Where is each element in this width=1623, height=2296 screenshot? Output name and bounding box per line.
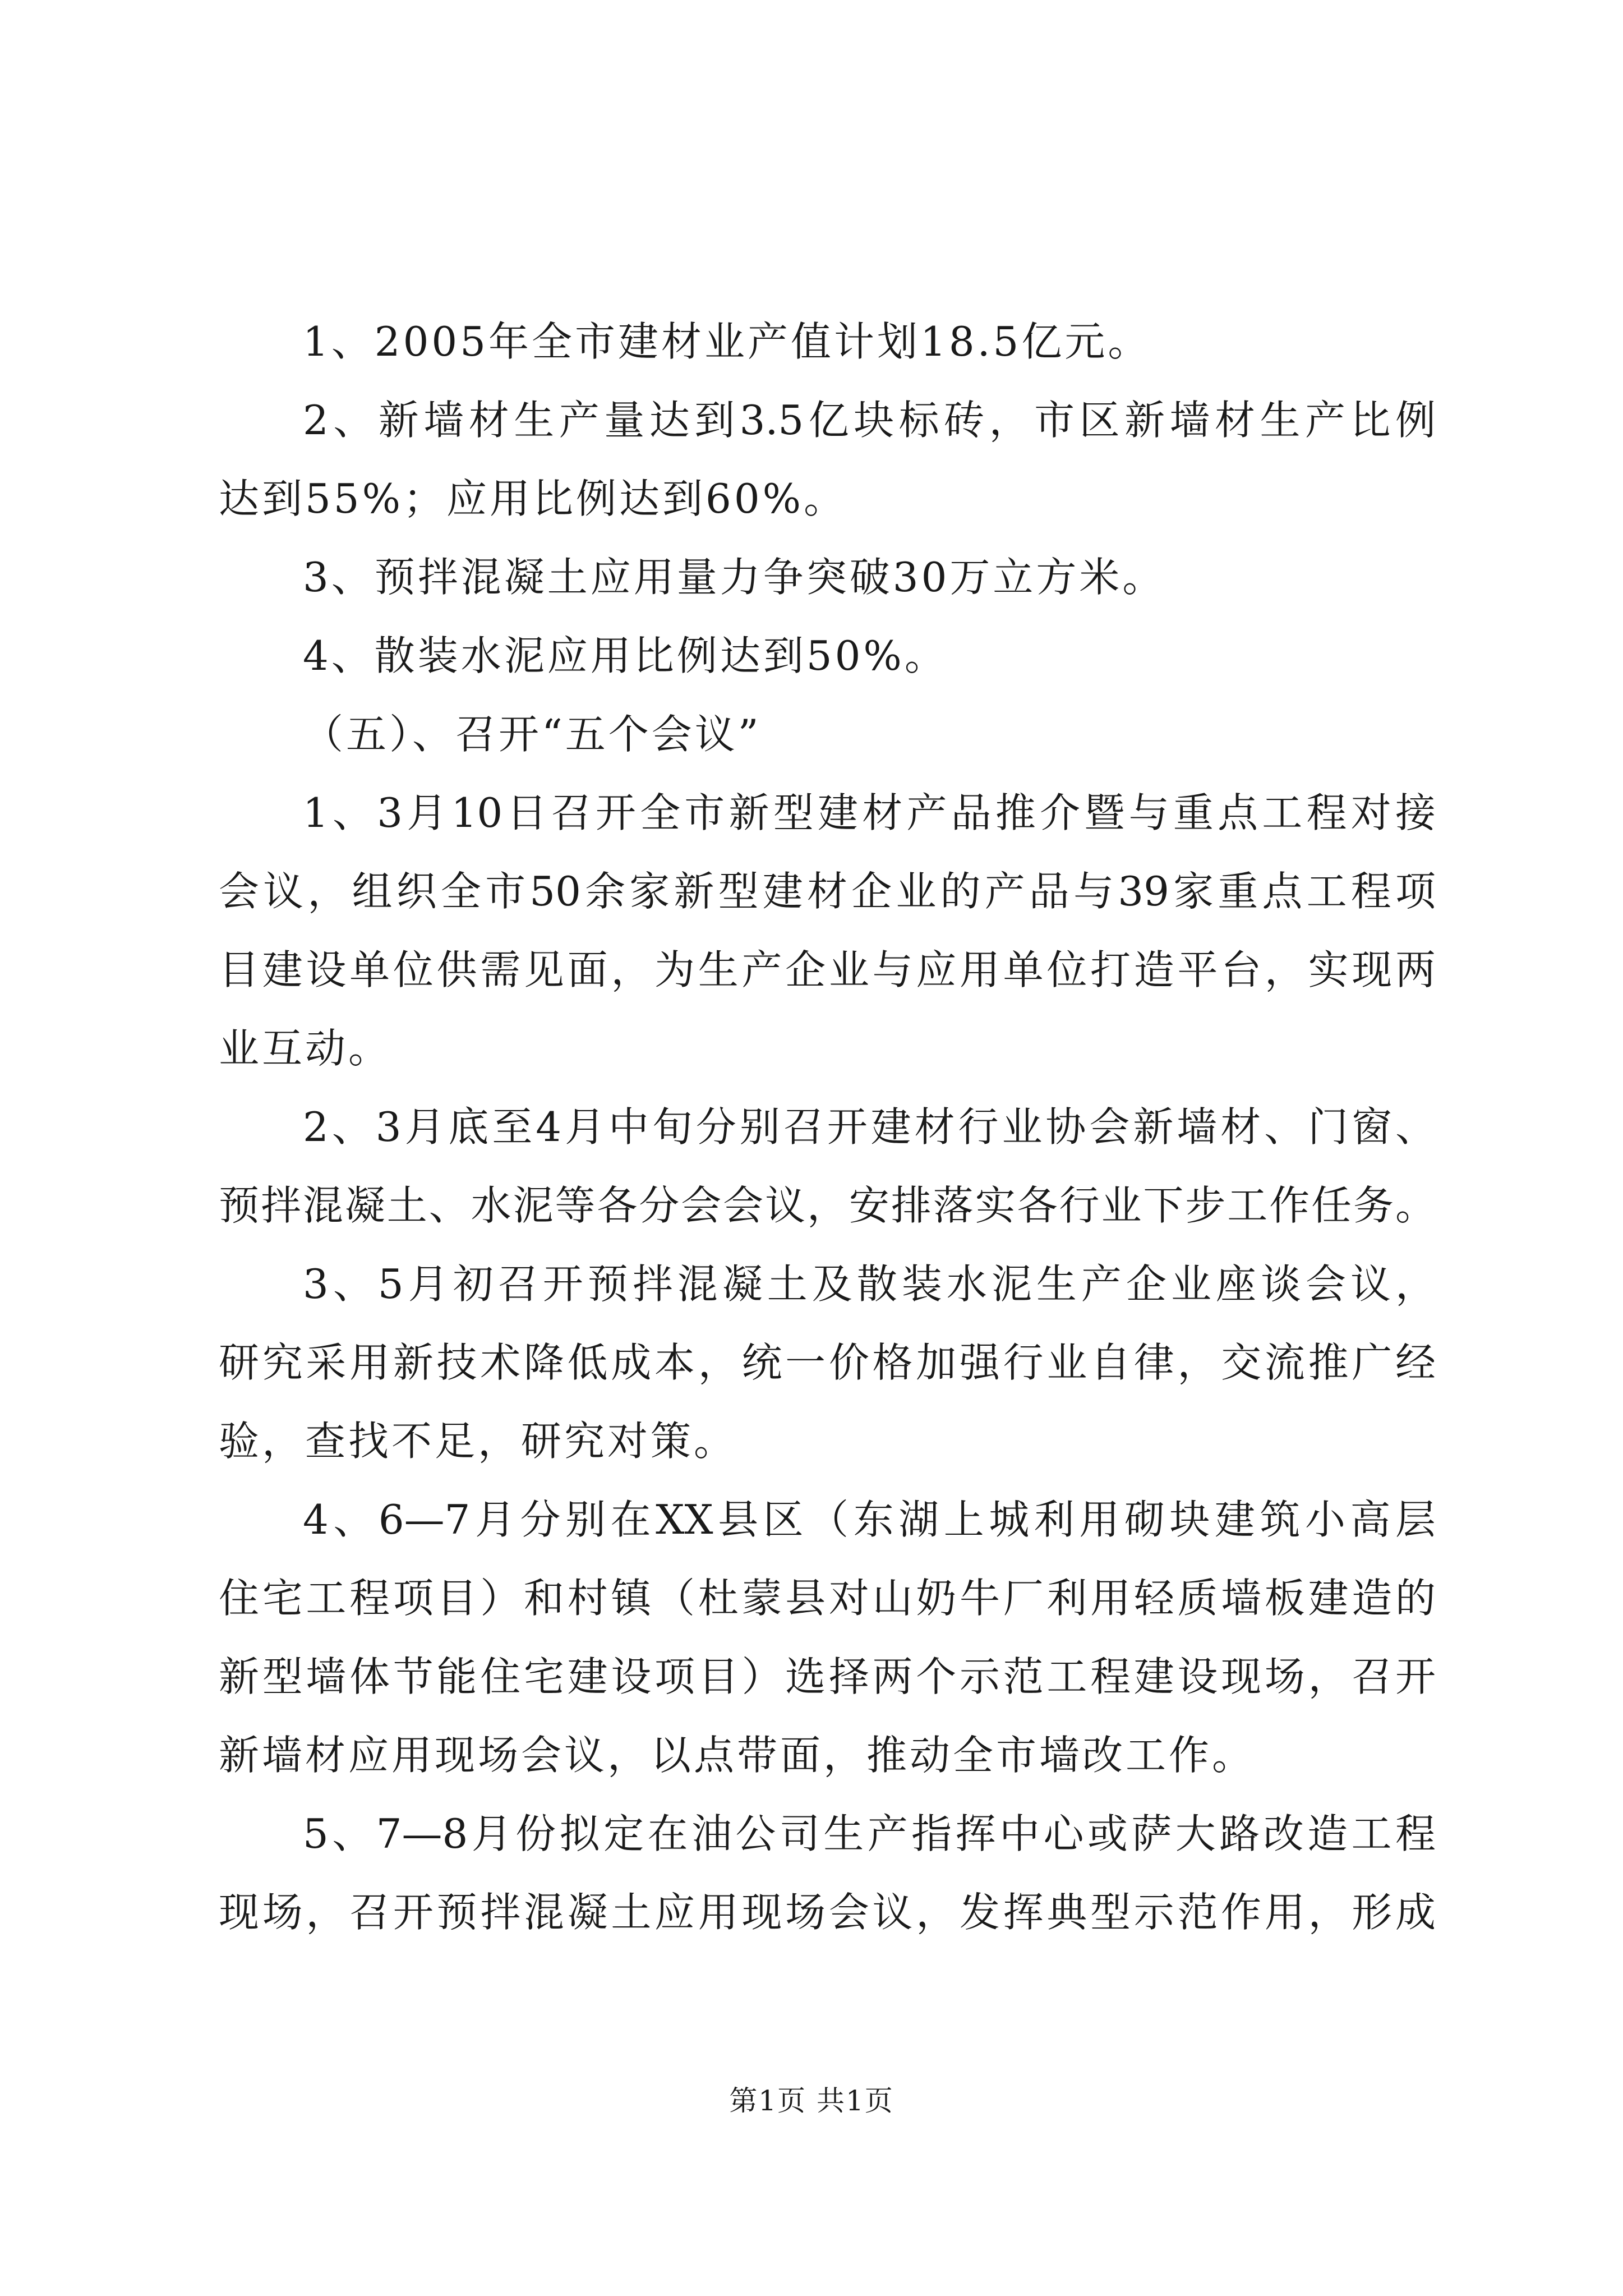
text-line: 2、新墙材生产量达到3.5亿块标砖，市区新墙材生产比例 [303,397,1436,444]
text-line: 5、7—8月份拟定在油公司生产指挥中心或萨大路改造工程 [303,1810,1436,1857]
text-line: 现场，召开预拌混凝土应用现场会议，发挥典型示范作用，形成 [219,1889,1436,1936]
text-line: 业互动。 [219,1025,392,1072]
text-line: 4、散装水泥应用比例达到50%。 [303,632,948,679]
text-line: 4、6—7月分别在XX县区（东湖上城利用砌块建筑小高层 [303,1496,1436,1543]
section-heading: （五）、召开“五个会议” [303,711,762,758]
text-line: 预拌混凝土、水泥等各分会会议，安排落实各行业下步工作任务。 [219,1182,1436,1229]
text-line: 3、5月初召开预拌混凝土及散装水泥生产企业座谈会议， [303,1260,1436,1308]
text-line: 验，查找不足，研究对策。 [219,1418,737,1465]
page-number-footer: 第1页 共1页 [729,2085,894,2117]
text-line: 达到55%；应用比例达到60%。 [219,475,847,522]
text-line: 1、3月10日召开全市新型建材产品推介暨与重点工程对接 [303,789,1436,836]
text-line: 住宅工程项目）和村镇（杜蒙县对山奶牛厂利用轻质墙板建造的 [219,1575,1436,1622]
text-line: 会议，组织全市50余家新型建材企业的产品与39家重点工程项 [219,868,1436,915]
text-line: 新墙材应用现场会议，以点带面，推动全市墙改工作。 [219,1732,1256,1779]
text-line: 2、3月底至4月中旬分别召开建材行业协会新墙材、门窗、 [303,1103,1436,1151]
text-line: 目建设单位供需见面，为生产企业与应用单位打造平台，实现两 [219,946,1436,993]
text-line: 3、预拌混凝土应用量力争突破30万立方米。 [303,554,1166,601]
text-line: 研究采用新技术降低成本，统一价格加强行业自律，交流推广经 [219,1339,1436,1386]
text-line: 1、2005年全市建材业产值计划18.5亿元。 [303,318,1151,365]
text-line: 新型墙体节能住宅建设项目）选择两个示范工程建设现场，召开 [219,1653,1436,1700]
